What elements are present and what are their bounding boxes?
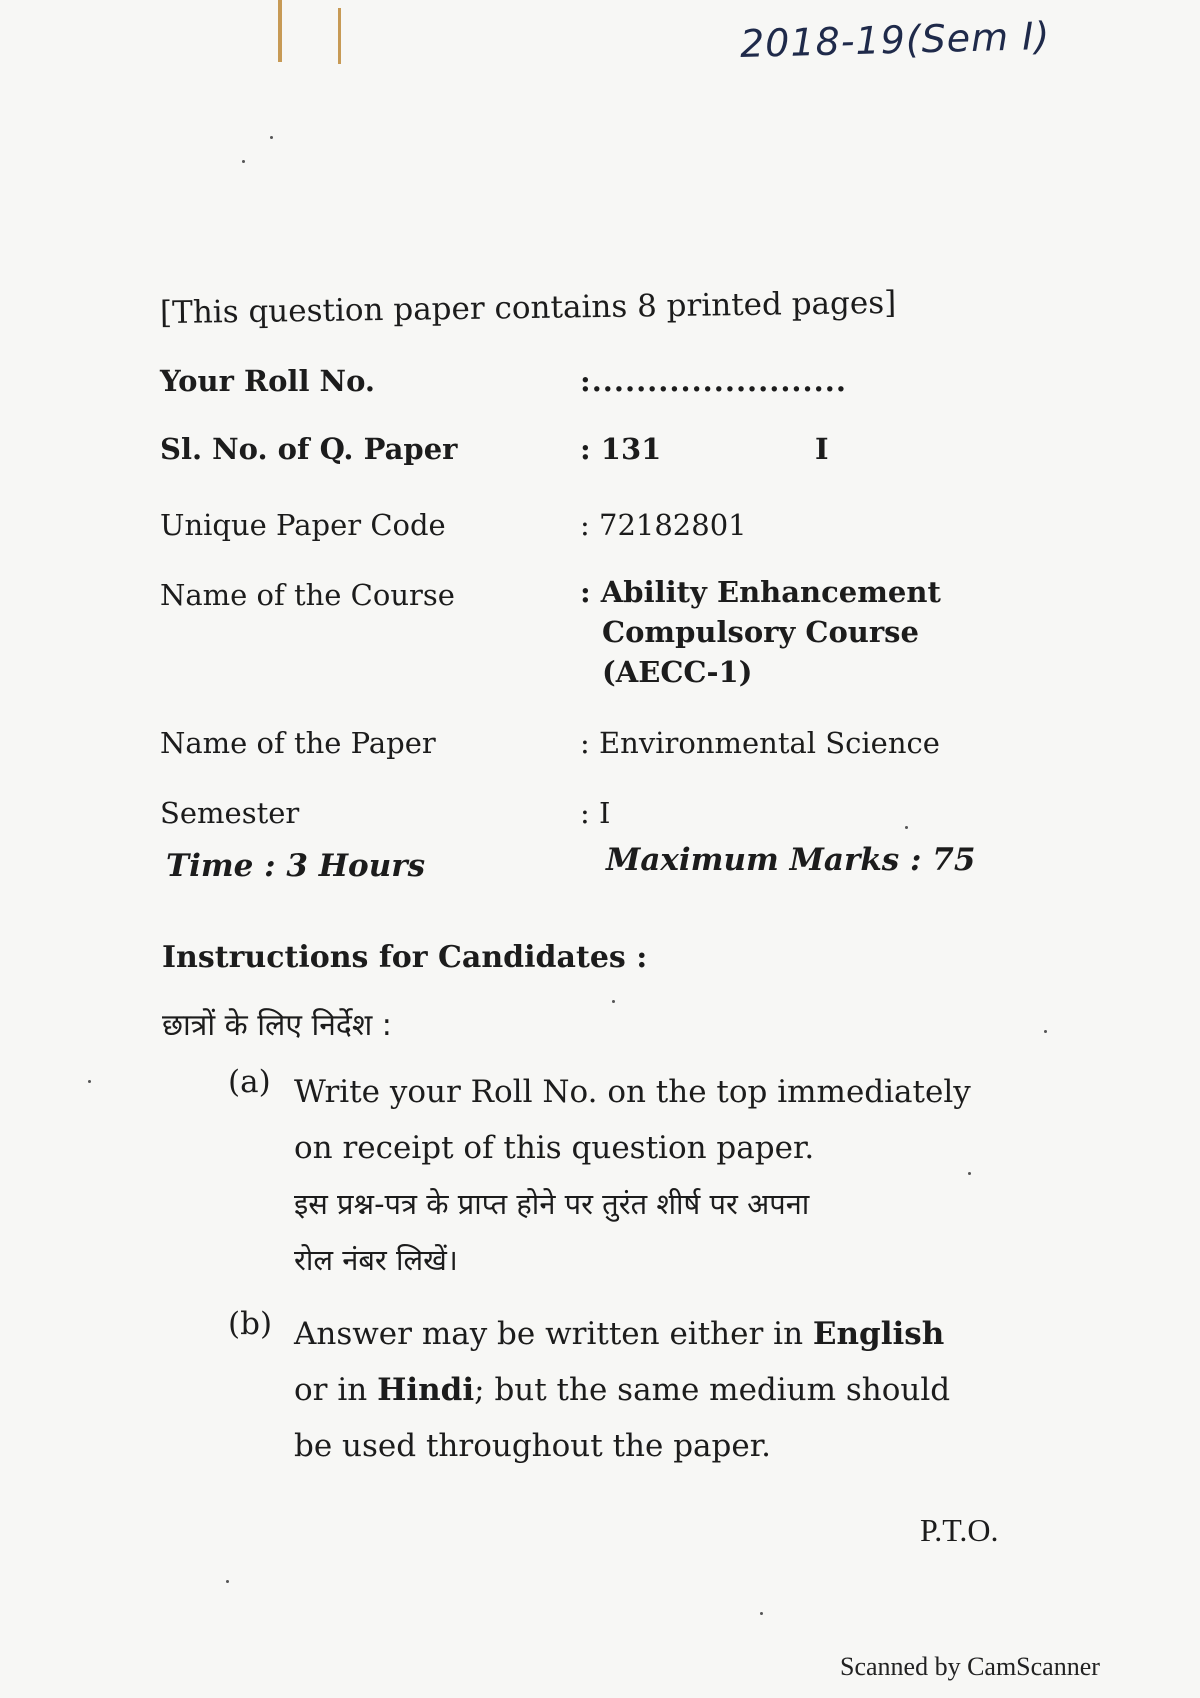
instruction-emphasis: Hindi [377, 1372, 475, 1408]
course-value-line: (AECC-1) [602, 655, 753, 689]
serial-no-value: : 131 [580, 432, 662, 466]
printed-pages-note: [This question paper contains 8 printed pages] [159, 284, 897, 332]
instruction-marker: (b) [228, 1306, 273, 1342]
paper-name-value: : Environmental Science [580, 726, 940, 760]
course-label: Name of the Course [160, 578, 455, 612]
unique-code-value: : 72182801 [580, 508, 747, 542]
paper-set-mark: I [815, 432, 829, 466]
scan-speck [242, 160, 245, 163]
instruction-body [294, 1064, 1014, 1288]
scan-speck [1044, 1030, 1047, 1033]
scan-speck [905, 826, 908, 829]
roll-no-value: :....................... [580, 364, 847, 398]
scan-speck [612, 1000, 615, 1003]
instruction-marker: (a) [228, 1064, 271, 1100]
course-value [580, 572, 941, 692]
instruction-text: Answer may be written either in [294, 1316, 813, 1352]
maximum-marks: Maximum Marks : 75 [606, 842, 976, 878]
instruction-line [294, 1306, 1014, 1362]
instruction-line-hindi: रोल नंबर लिखें। [294, 1243, 458, 1277]
scan-speck [760, 1612, 763, 1615]
semester-value: : I [580, 796, 611, 830]
scan-speck [88, 1080, 91, 1083]
edge-stain [338, 8, 341, 64]
instructions-title: Instructions for Candidates : [162, 940, 648, 975]
instruction-body [294, 1306, 1014, 1474]
unique-code-label: Unique Paper Code [160, 508, 446, 542]
semester-label: Semester [160, 796, 300, 830]
instructions-title-hindi: छात्रों के लिए निर्देश : [162, 1008, 392, 1043]
instruction-emphasis: English [812, 1316, 945, 1352]
please-turn-over: P.T.O. [920, 1512, 999, 1548]
course-value-line: : Ability Enhancement [580, 575, 941, 609]
instruction-line: be used throughout the paper. [294, 1428, 771, 1464]
scanner-watermark: Scanned by CamScanner [840, 1652, 1100, 1681]
handwritten-session-note: 2018-19(Sem I) [739, 13, 1051, 67]
instruction-line-hindi: इस प्रश्न-पत्र के प्राप्त होने पर तुरंत शीर्ष पर अपना [294, 1187, 810, 1221]
instruction-text: ; but the same medium should [474, 1372, 951, 1408]
scan-speck [226, 1580, 229, 1583]
scan-speck [968, 1172, 971, 1175]
scan-speck [270, 136, 273, 139]
serial-no-label: Sl. No. of Q. Paper [160, 432, 458, 466]
paper-name-label: Name of the Paper [160, 726, 436, 760]
edge-stain [278, 0, 282, 62]
instruction-line [294, 1362, 1014, 1418]
instruction-text: or in [294, 1372, 378, 1408]
roll-no-label: Your Roll No. [160, 364, 375, 398]
time-allowed: Time : 3 Hours [166, 848, 426, 884]
instruction-line: Write your Roll No. on the top immediately [294, 1074, 971, 1110]
instruction-line: on receipt of this question paper. [294, 1130, 815, 1166]
course-value-line: Compulsory Course [602, 615, 919, 649]
